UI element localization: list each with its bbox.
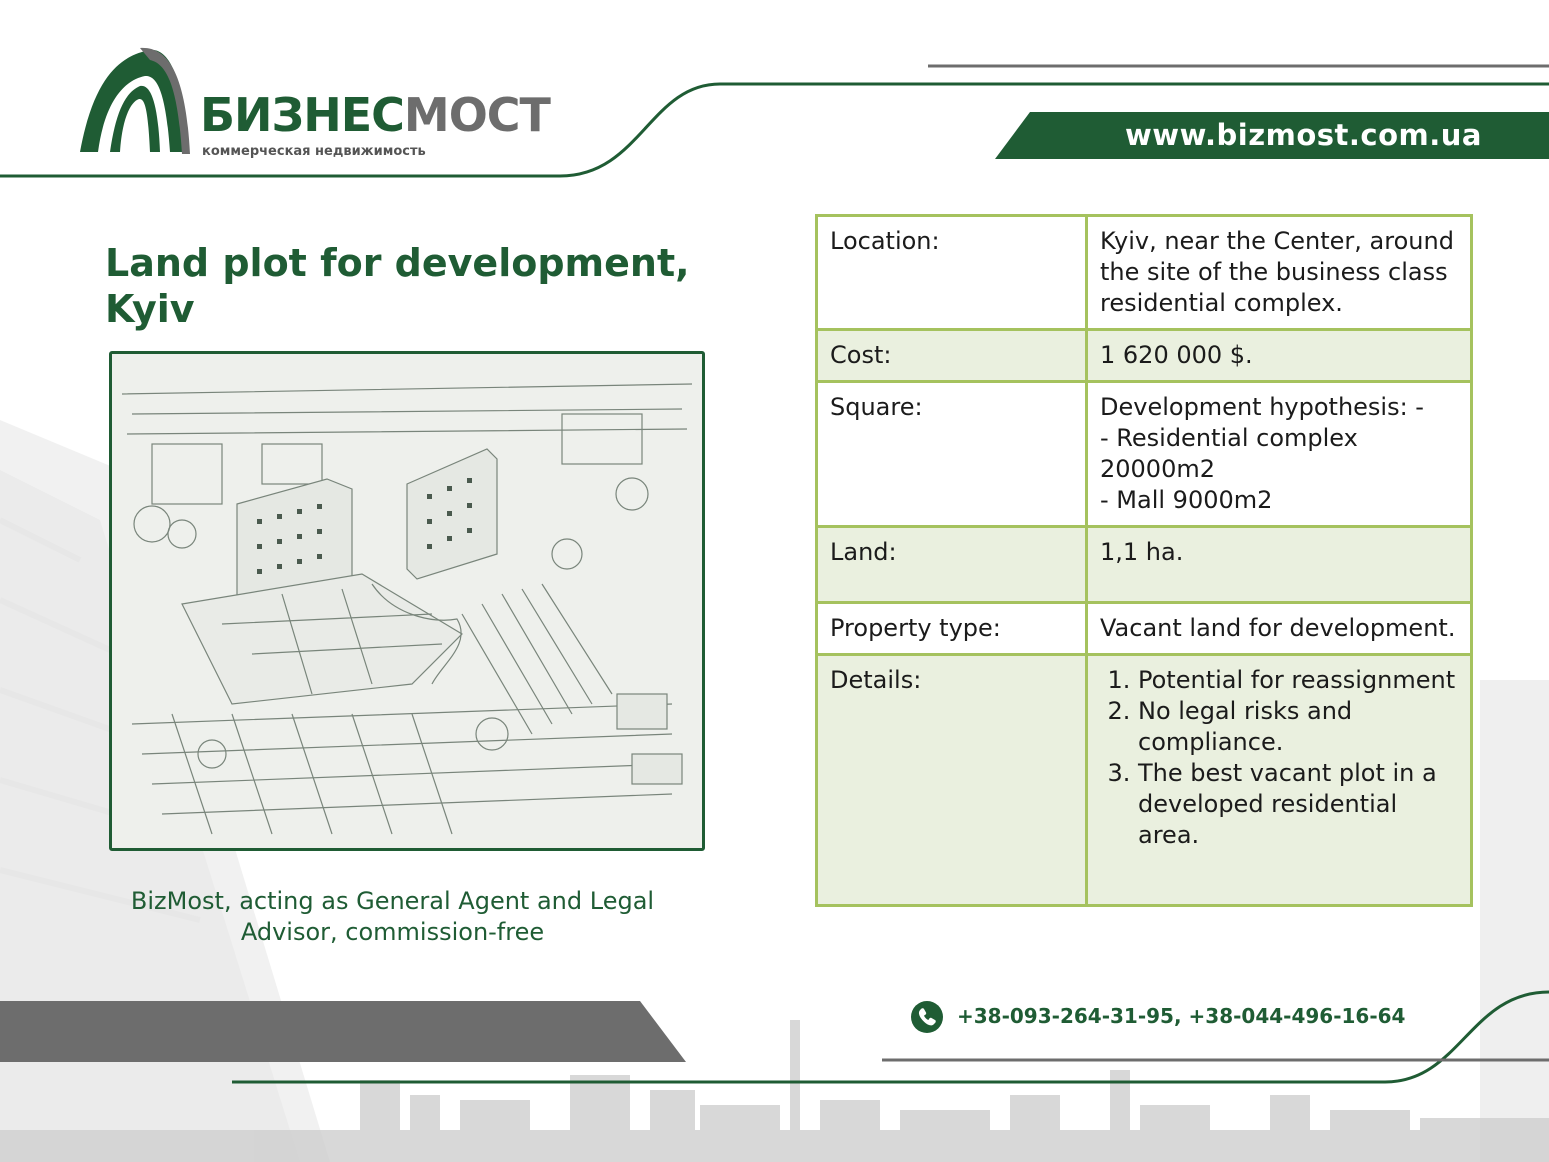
details-list-item: 3. The best vacant plot in a developed residential area. [1138,758,1458,851]
row-label-land: Land: [817,527,1087,603]
footer-gray-band [0,1001,686,1062]
row-label-square: Square: [817,382,1087,527]
table-row [817,527,1472,603]
logo-tagline: коммерческая недвижимость [202,144,426,159]
details-list [1100,665,1458,851]
site-sketch-image [109,351,705,851]
logo-arch-icon [80,48,190,154]
table-row [817,382,1472,527]
square-line: - Residential complex 20000m2 [1100,424,1358,483]
row-value-land: 1,1 ha. [1087,527,1472,603]
logo-wordmark[interactable] [200,88,550,142]
sky-background [1480,680,1549,1162]
table-row [817,216,1472,330]
logo-name-part1: БИЗНЕС [200,88,404,142]
row-label-details: Details: [817,655,1087,906]
row-value-cost: 1 620 000 $. [1087,330,1472,382]
table-row [817,603,1472,655]
details-list-item: 2. No legal risks and compliance. [1138,696,1458,758]
table-row [817,330,1472,382]
table-row [817,655,1472,906]
row-value-property-type: Vacant land for development. [1087,603,1472,655]
row-label-location: Location: [817,216,1087,330]
row-label-property-type: Property type: [817,603,1087,655]
phone-handset-icon [911,1001,943,1033]
pencil-sketch-drawing [112,354,702,848]
row-value-square [1087,382,1472,527]
row-value-location: Kyiv, near the Center, around the site of the business class residential complex. [1087,216,1472,330]
logo-name-part2: МОСТ [403,88,550,142]
details-list-item: 1. Potential for reassignment [1138,665,1458,696]
row-value-details [1087,655,1472,906]
square-line: Development hypothesis: - [1100,393,1424,421]
property-details-table [815,214,1473,907]
phone-icon [911,1001,943,1033]
row-label-cost: Cost: [817,330,1087,382]
website-link[interactable]: www.bizmost.com.ua [1125,118,1482,152]
agent-caption: BizMost, acting as General Agent and Legal Advisor, commission-free [130,887,655,946]
page-title: Land plot for development, Kyiv [105,241,690,331]
phone-numbers[interactable]: +38-093-264-31-95, +38-044-496-16-64 [957,1004,1406,1028]
square-line: - Mall 9000m2 [1100,486,1273,514]
